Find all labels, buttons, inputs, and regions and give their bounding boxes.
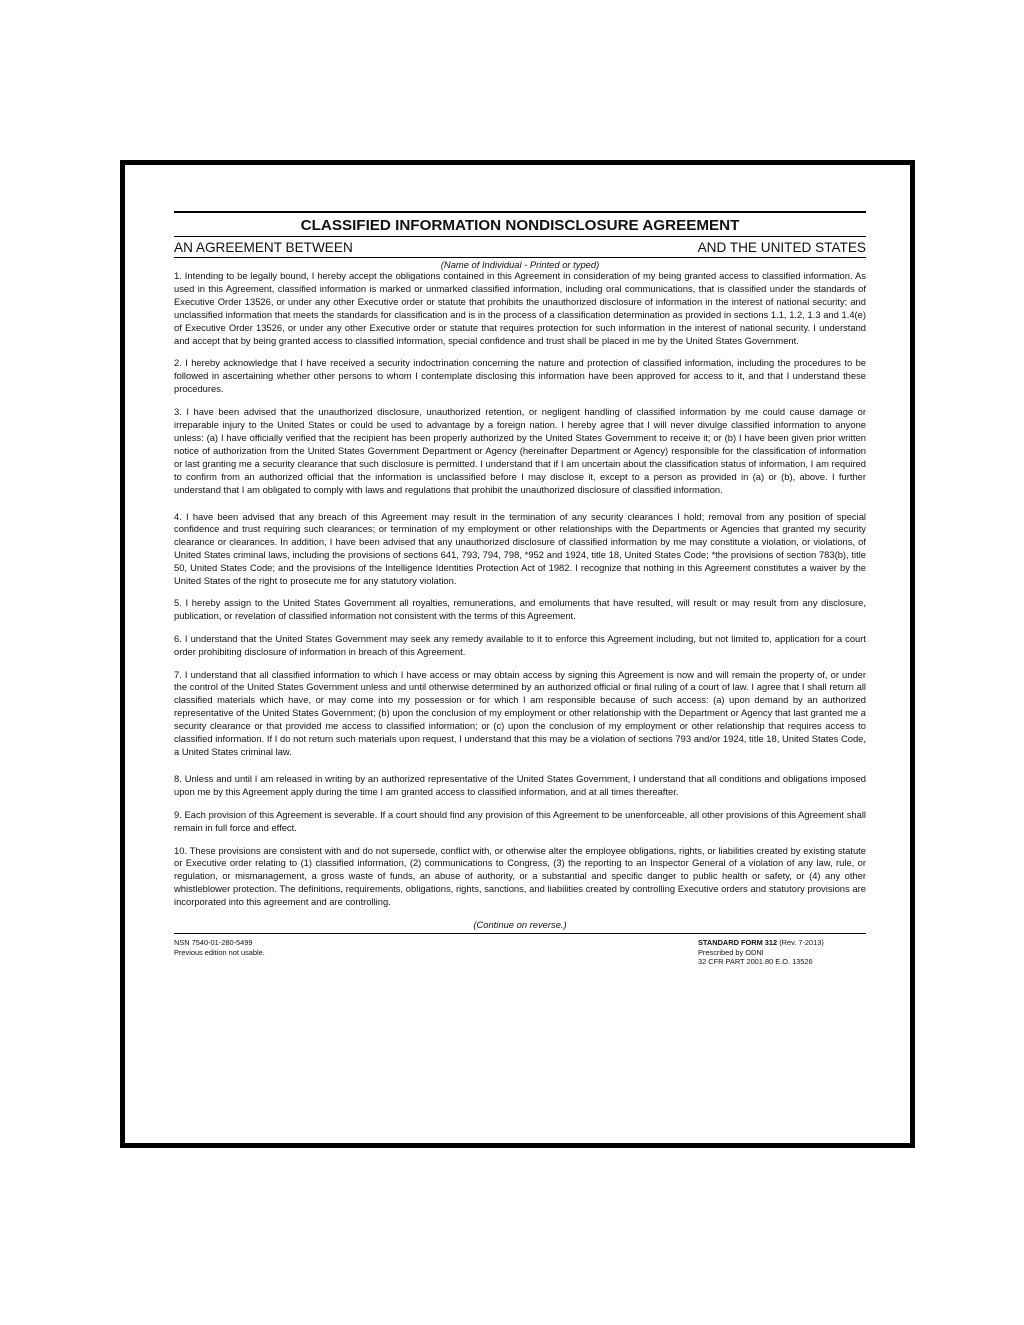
document-title: CLASSIFIED INFORMATION NONDISCLOSURE AGREEMENT xyxy=(300,217,740,234)
paragraph-8: 8. Unless and until I am released in writing by an authorized representative of the United States Government, I understand that all conditions and obligations imposed upon me by this Agreement apply during the time I am granted access to classified information, and at all times thereafter. xyxy=(174,772,866,797)
continue-on-reverse-note: (Continue on reverse.) xyxy=(174,919,866,934)
title-top-rule xyxy=(174,211,866,213)
united-states-label: AND THE UNITED STATES xyxy=(697,240,866,255)
paragraph-2: 2. I hereby acknowledge that I have received a security indoctrination concerning the nature and protection of classified information, including the procedures to be followed in ascertaining whether other persons to whom I contemplate disclosing this information have been approved for access to it, and that I understand these procedures. xyxy=(174,357,866,395)
paragraph-6: 6. I understand that the United States Government may seek any remedy available to it to enforce this Agreement including, but not limited to, application for a court order prohibiting disclosure of information in breach of this Agreement. xyxy=(174,632,866,657)
cfr-reference: 32 CFR PART 2001.80 E.O. 13526 xyxy=(698,957,813,967)
title-bottom-rule xyxy=(174,236,866,237)
document-page-frame xyxy=(120,160,915,1148)
form-name: STANDARD FORM 312 xyxy=(698,938,778,948)
footer-left-block xyxy=(174,938,265,967)
name-field-caption: (Name of Individual - Printed or typed) xyxy=(440,259,600,270)
nsn-number: NSN 7540-01-280-5499 xyxy=(174,938,253,948)
previous-edition-note: Previous edition not usable. xyxy=(174,947,265,957)
form-footer xyxy=(174,938,866,967)
agreement-paragraphs xyxy=(174,270,866,909)
paragraph-10: 10. These provisions are consistent with and do not supersede, conflict with, or otherwise alter the employee obligations, rights, or liabilities created by existing statute or Executive order relating to (1) classified information, (2) communications to Congress, (3) the reporting to an Inspector General of a violation of any law, rule, or regulation, or mismanagement, a gross waste of funds, an abuse of authority, or a substantial and specific danger to public health or safety, or (4) any other whistleblower protection. The definitions, requirements, obligations, rights, sanctions, and liabilities created by controlling Executive orders and statutory provisions are incorporated into this agreement and are controlling. xyxy=(174,844,866,908)
parties-line xyxy=(174,240,866,258)
paragraph-5: 5. I hereby assign to the United States Government all royalties, remunerations, and emoluments that have resulted, will result or may result from any disclosure, publication, or revelation of classified information not consistent with the terms of this Agreement. xyxy=(174,596,866,621)
paragraph-3: 3. I have been advised that the unauthorized disclosure, unauthorized retention, or negligent handling of classified information by me could cause damage or irreparable injury to the United States or could be used to advantage by a foreign nation. I hereby agree that I will never divulge classified information to anyone unless: (a) I have officially verified that the recipient has been properly authorized by the United States Government to receive it; or (b) I have been given prior written notice of authorization from the United States Government Department or Agency (hereinafter Department or Agency) responsible for the classification of information or last granting me a security clearance that such disclosure is permitted. I understand that if I am uncertain about the classification status of information, I am required to confirm from an authorized official that the information is unclassified before I may disclose it, except to a person as provided in (a) or (b), above. I further understand that I am obligated to comply with laws and regulations that prohibit the unauthorized disclosure of classified information. xyxy=(174,406,866,495)
paragraph-7: 7. I understand that all classified information to which I have access or may obtain access by signing this Agreement is now and will remain the property of, or under the control of the United States Government unless and until otherwise determined by an authorized official or final ruling of a court of law. I agree that I shall return all classified materials which have, or may come into my possession or for which I am responsible because of such access: (a) upon demand by an authorized representative of the United States Government; (b) upon the conclusion of my employment or other relationship with the Department or Agency that last granted me a security clearance or that provided me access to classified information; or (c) upon the conclusion of my employment or other relationship that requires access to classified information. If I do not return such materials upon request, I understand that this may be a violation of sections 793 and/or 1924, title 18, United States Code, a United States criminal law. xyxy=(174,668,866,757)
paragraph-4: 4. I have been advised that any breach of this Agreement may result in the termination of any security clearances I hold; removal from any position of special confidence and trust requiring such clearances; or termination of my employment or other relationships with the Departments or Agencies that granted my security clearance or clearances. In addition, I have been advised that any unauthorized disclosure of classified information by me may constitute a violation, or violations, of United States criminal laws, including the provisions of sections 641, 793, 794, 798, *952 and 1924, title 18, United States Code; *the provisions of section 783(b), title 50, United States Code; and the provisions of the Intelligence Identities Protection Act of 1982. I recognize that nothing in this Agreement constitutes a waiver by the United States of the right to prosecute me for any statutory violation. xyxy=(174,510,866,587)
paragraph-9: 9. Each provision of this Agreement is severable. If a court should find any provision of this Agreement to be unenforceable, all other provisions of this Agreement shall remain in full force and effect. xyxy=(174,808,866,833)
paragraph-1: 1. Intending to be legally bound, I hereby accept the obligations contained in this Agreement in consideration of my being granted access to classified information. As used in this Agreement, classified information is marked or unmarked classified information, including oral communications, that is classified under the standards of Executive Order 13526, or under any other Executive order or statute that prohibits the unauthorized disclosure of information in the interest of national security; and unclassified information that meets the standards for classification and is in the process of a classification determination as provided in sections 1.1, 1.2, 1.3 and 1.4(e) of Executive Order 13526, or under any other Executive order or statute that requires protection for such information in the interest of national security. I understand and accept that by being granted access to classified information, special confidence and trust shall be placed in me by the United States Government. xyxy=(174,270,866,346)
agreement-between-label: AN AGREEMENT BETWEEN xyxy=(174,240,353,255)
prescribed-by: Prescribed by ODNI xyxy=(698,947,764,957)
footer-right-block xyxy=(698,938,866,967)
form-revision: (Rev. 7-2013) xyxy=(779,938,824,948)
form-identifier xyxy=(698,938,866,948)
document-content xyxy=(174,211,866,967)
